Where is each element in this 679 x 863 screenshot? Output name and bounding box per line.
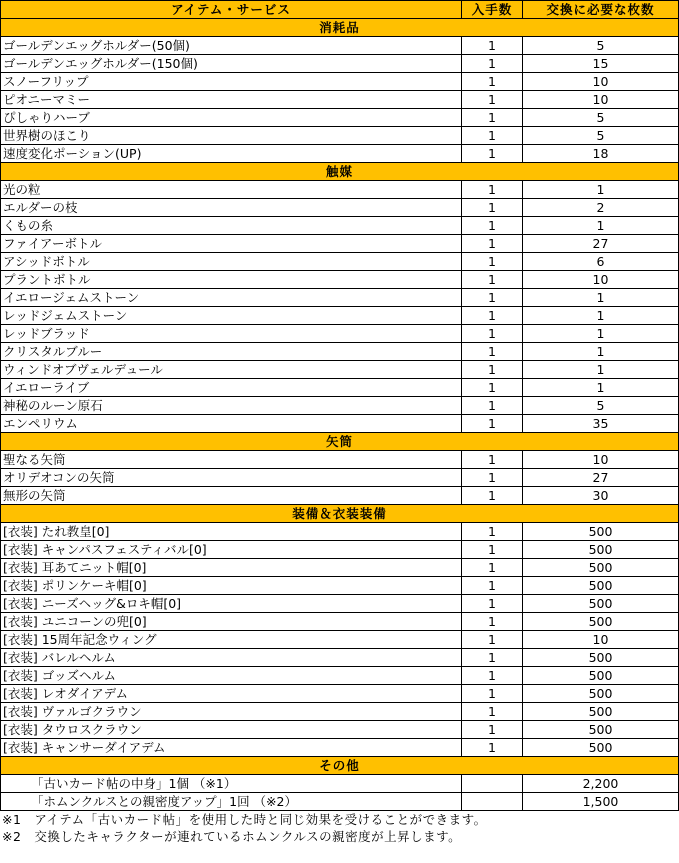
item-name-cell: [衣装] キャンサーダイアデム — [1, 739, 462, 757]
required-cost-cell: 500 — [523, 613, 679, 631]
obtain-qty-cell: 1 — [462, 667, 523, 685]
table-row — [1, 775, 679, 793]
table-row — [1, 91, 679, 109]
obtain-qty-cell: 1 — [462, 685, 523, 703]
required-cost-cell: 500 — [523, 649, 679, 667]
required-cost-cell: 5 — [523, 397, 679, 415]
table-header-row — [1, 1, 679, 19]
item-name-cell: [衣装] ユニコーンの兜[0] — [1, 613, 462, 631]
header-obtain: 入手数 — [462, 1, 523, 19]
item-name-cell: [衣装] レオダイアデム — [1, 685, 462, 703]
required-cost-cell: 27 — [523, 469, 679, 487]
item-name-cell: 光の粒 — [1, 181, 462, 199]
required-cost-cell: 10 — [523, 631, 679, 649]
table-row — [1, 181, 679, 199]
table-row — [1, 343, 679, 361]
required-cost-cell: 5 — [523, 37, 679, 55]
required-cost-cell: 500 — [523, 577, 679, 595]
section-header-row — [1, 163, 679, 181]
obtain-qty-cell: 1 — [462, 739, 523, 757]
table-row — [1, 613, 679, 631]
section-title: 触媒 — [1, 163, 679, 181]
obtain-qty-cell: 1 — [462, 91, 523, 109]
obtain-qty-cell: 1 — [462, 361, 523, 379]
table-row — [1, 397, 679, 415]
required-cost-cell: 500 — [523, 739, 679, 757]
item-name-cell: [衣装] たれ教皇[0] — [1, 523, 462, 541]
item-name-cell: [衣装] ポリンケーキ帽[0] — [1, 577, 462, 595]
table-row — [1, 127, 679, 145]
required-cost-cell: 10 — [523, 271, 679, 289]
required-cost-cell: 500 — [523, 523, 679, 541]
table-row — [1, 235, 679, 253]
required-cost-cell: 10 — [523, 91, 679, 109]
required-cost-cell: 1 — [523, 379, 679, 397]
obtain-qty-cell: 1 — [462, 541, 523, 559]
item-name-cell: 「古いカード帖の中身」1個 （※1） — [1, 775, 462, 793]
obtain-qty-cell: 1 — [462, 199, 523, 217]
table-row — [1, 577, 679, 595]
obtain-qty-cell: 1 — [462, 397, 523, 415]
item-name-cell: ゴールデンエッグホルダー(150個) — [1, 55, 462, 73]
required-cost-cell: 1 — [523, 181, 679, 199]
obtain-qty-cell: 1 — [462, 217, 523, 235]
required-cost-cell: 30 — [523, 487, 679, 505]
required-cost-cell: 15 — [523, 55, 679, 73]
item-name-cell: レッドブラッド — [1, 325, 462, 343]
item-name-cell: イエローライブ — [1, 379, 462, 397]
item-name-cell: ゴールデンエッグホルダー(50個) — [1, 37, 462, 55]
required-cost-cell: 2 — [523, 199, 679, 217]
item-name-cell: プラントボトル — [1, 271, 462, 289]
table-row — [1, 37, 679, 55]
table-row — [1, 649, 679, 667]
table-row — [1, 451, 679, 469]
section-title: その他 — [1, 757, 679, 775]
table-row — [1, 739, 679, 757]
section-header-row — [1, 433, 679, 451]
obtain-qty-cell: 1 — [462, 379, 523, 397]
obtain-qty-cell: 1 — [462, 523, 523, 541]
item-name-cell: [衣装] 耳あてニット帽[0] — [1, 559, 462, 577]
table-row — [1, 145, 679, 163]
obtain-qty-cell: 1 — [462, 289, 523, 307]
table-row — [1, 73, 679, 91]
obtain-qty-cell: 1 — [462, 451, 523, 469]
table-row — [1, 793, 679, 811]
obtain-qty-cell — [462, 775, 523, 793]
item-name-cell: [衣装] キャンパスフェスティバル[0] — [1, 541, 462, 559]
required-cost-cell: 500 — [523, 559, 679, 577]
required-cost-cell: 1 — [523, 361, 679, 379]
footnote-1: ※1 アイテム「古いカード帖」を使用した時と同じ効果を受けることができます。 — [2, 812, 487, 827]
table-row — [1, 595, 679, 613]
obtain-qty-cell: 1 — [462, 649, 523, 667]
item-name-cell: クリスタルブルー — [1, 343, 462, 361]
header-item: アイテム・サービス — [1, 1, 462, 19]
item-name-cell: エルダーの枝 — [1, 199, 462, 217]
item-name-cell: ウィンドオブヴェルデュール — [1, 361, 462, 379]
item-name-cell: イエロージェムストーン — [1, 289, 462, 307]
required-cost-cell: 500 — [523, 703, 679, 721]
required-cost-cell: 500 — [523, 721, 679, 739]
item-name-cell: ピオニーマミー — [1, 91, 462, 109]
obtain-qty-cell: 1 — [462, 415, 523, 433]
obtain-qty-cell: 1 — [462, 559, 523, 577]
item-name-cell: レッドジェムストーン — [1, 307, 462, 325]
obtain-qty-cell: 1 — [462, 469, 523, 487]
required-cost-cell: 1 — [523, 307, 679, 325]
table-row — [1, 685, 679, 703]
table-row — [1, 289, 679, 307]
obtain-qty-cell — [462, 793, 523, 811]
table-row — [1, 487, 679, 505]
section-title: 装備＆衣装装備 — [1, 505, 679, 523]
item-name-cell: [衣装] タウロスクラウン — [1, 721, 462, 739]
table-row — [1, 721, 679, 739]
section-title: 矢筒 — [1, 433, 679, 451]
section-header-row — [1, 505, 679, 523]
table-row — [1, 55, 679, 73]
required-cost-cell: 35 — [523, 415, 679, 433]
table-row — [1, 469, 679, 487]
item-name-cell: ファイアーボトル — [1, 235, 462, 253]
item-name-cell: [衣装] ゴッズヘルム — [1, 667, 462, 685]
obtain-qty-cell: 1 — [462, 307, 523, 325]
item-name-cell: [衣装] ニーズヘッグ&ロキ帽[0] — [1, 595, 462, 613]
required-cost-cell: 500 — [523, 541, 679, 559]
required-cost-cell: 500 — [523, 595, 679, 613]
required-cost-cell: 1 — [523, 217, 679, 235]
table-row — [1, 217, 679, 235]
table-row — [1, 523, 679, 541]
item-name-cell: 聖なる矢筒 — [1, 451, 462, 469]
footnotes — [0, 811, 679, 845]
obtain-qty-cell: 1 — [462, 109, 523, 127]
required-cost-cell: 10 — [523, 73, 679, 91]
obtain-qty-cell: 1 — [462, 55, 523, 73]
table-row — [1, 703, 679, 721]
table-row — [1, 253, 679, 271]
table-row — [1, 307, 679, 325]
table-row — [1, 109, 679, 127]
obtain-qty-cell: 1 — [462, 181, 523, 199]
item-name-cell: アシッドボトル — [1, 253, 462, 271]
section-header-row — [1, 19, 679, 37]
item-name-cell: スノーフリップ — [1, 73, 462, 91]
required-cost-cell: 27 — [523, 235, 679, 253]
item-name-cell: [衣装] 15周年記念ウィング — [1, 631, 462, 649]
obtain-qty-cell: 1 — [462, 577, 523, 595]
table-row — [1, 325, 679, 343]
required-cost-cell: 10 — [523, 451, 679, 469]
required-cost-cell: 1 — [523, 343, 679, 361]
header-required: 交換に必要な枚数 — [523, 1, 679, 19]
required-cost-cell: 5 — [523, 127, 679, 145]
item-name-cell: 世界樹のほこり — [1, 127, 462, 145]
section-title: 消耗品 — [1, 19, 679, 37]
obtain-qty-cell: 1 — [462, 271, 523, 289]
required-cost-cell: 2,200 — [523, 775, 679, 793]
item-name-cell: 「ホムンクルスとの親密度アップ」1回 （※2） — [1, 793, 462, 811]
table-row — [1, 667, 679, 685]
obtain-qty-cell: 1 — [462, 37, 523, 55]
required-cost-cell: 5 — [523, 109, 679, 127]
footnote-2: ※2 交換したキャラクターが連れているホムンクルスの親密度が上昇します。 — [2, 829, 462, 844]
table-row — [1, 541, 679, 559]
required-cost-cell: 1 — [523, 325, 679, 343]
required-cost-cell: 18 — [523, 145, 679, 163]
table-row — [1, 361, 679, 379]
item-name-cell: エンペリウム — [1, 415, 462, 433]
obtain-qty-cell: 1 — [462, 613, 523, 631]
obtain-qty-cell: 1 — [462, 73, 523, 91]
table-row — [1, 415, 679, 433]
obtain-qty-cell: 1 — [462, 235, 523, 253]
obtain-qty-cell: 1 — [462, 631, 523, 649]
required-cost-cell: 1 — [523, 289, 679, 307]
required-cost-cell: 1,500 — [523, 793, 679, 811]
item-name-cell: くもの糸 — [1, 217, 462, 235]
obtain-qty-cell: 1 — [462, 253, 523, 271]
obtain-qty-cell: 1 — [462, 343, 523, 361]
obtain-qty-cell: 1 — [462, 127, 523, 145]
obtain-qty-cell: 1 — [462, 721, 523, 739]
item-name-cell: [衣装] バレルヘルム — [1, 649, 462, 667]
item-name-cell: 速度変化ポーション(UP) — [1, 145, 462, 163]
obtain-qty-cell: 1 — [462, 703, 523, 721]
required-cost-cell: 6 — [523, 253, 679, 271]
table-row — [1, 559, 679, 577]
item-name-cell: 神秘のルーン原石 — [1, 397, 462, 415]
table-row — [1, 631, 679, 649]
item-name-cell: 無形の矢筒 — [1, 487, 462, 505]
table-body — [1, 19, 679, 811]
obtain-qty-cell: 1 — [462, 325, 523, 343]
required-cost-cell: 500 — [523, 667, 679, 685]
table-row — [1, 379, 679, 397]
obtain-qty-cell: 1 — [462, 487, 523, 505]
item-name-cell: [衣装] ヴァルゴクラウン — [1, 703, 462, 721]
section-header-row — [1, 757, 679, 775]
item-name-cell: オリデオコンの矢筒 — [1, 469, 462, 487]
obtain-qty-cell: 1 — [462, 595, 523, 613]
table-row — [1, 271, 679, 289]
required-cost-cell: 500 — [523, 685, 679, 703]
obtain-qty-cell: 1 — [462, 145, 523, 163]
table-row — [1, 199, 679, 217]
item-name-cell: ぴしゃりハーブ — [1, 109, 462, 127]
